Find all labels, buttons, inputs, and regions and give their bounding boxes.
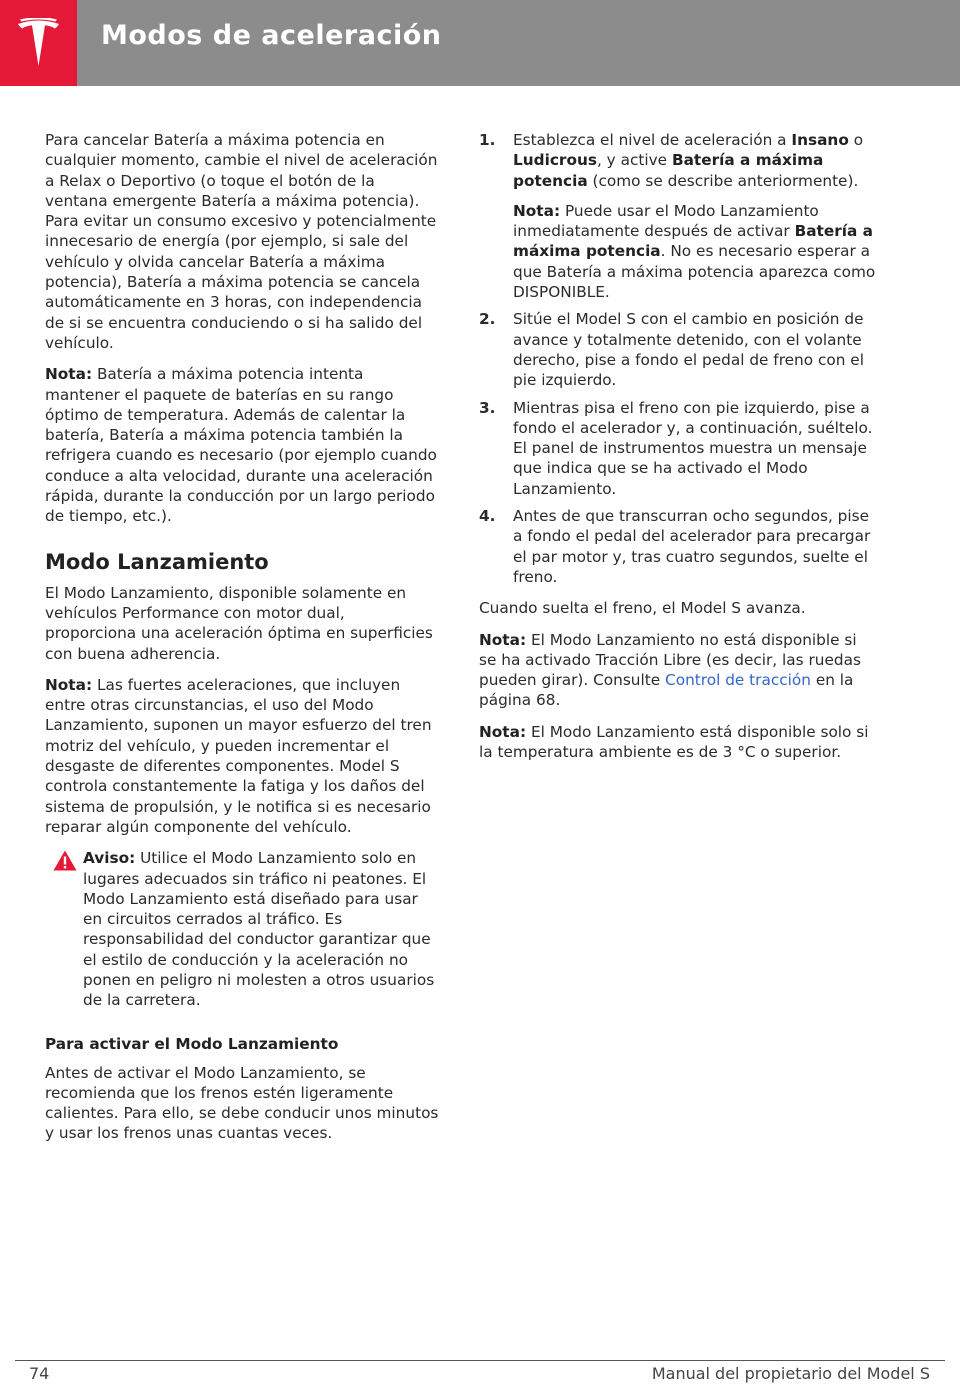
page-number: 74 bbox=[29, 1364, 50, 1383]
manual-title: Manual del propietario del Model S bbox=[651, 1364, 930, 1383]
note-label: Nota: bbox=[45, 365, 93, 384]
left-column bbox=[45, 130, 439, 1155]
step-text: Sitúe el Model S con el cambio en posición de avance y totalmente detenido, con el volante derecho, pise a fondo el pedal de freno con el pie izquierdo. bbox=[513, 310, 864, 390]
note-text: Las fuertes aceleraciones, que incluyen entre otras circunstancias, el uso del Modo Lanzamiento, suponen un mayor esfuerzo del tren motriz del vehículo, y pueden incrementar el desgaste de diferentes componentes. Model S controla constantemente la fatiga y los daños del sistema de propulsión, y le notifica si es necesario reparar algún componente del vehículo. bbox=[45, 675, 432, 836]
note-label: Nota: bbox=[479, 722, 527, 741]
list-item bbox=[479, 130, 877, 302]
steps-list bbox=[479, 130, 877, 587]
tesla-logo-icon bbox=[16, 18, 61, 70]
traction-control-link[interactable]: Control de tracción bbox=[665, 671, 811, 690]
right-column bbox=[479, 130, 877, 773]
note-paragraph bbox=[45, 364, 439, 526]
step-text: Antes de que transcurran ocho segundos, pise a fondo el pedal del acelerador para precargar el par motor y, tras cuatro segundos, suelte el freno. bbox=[513, 507, 871, 586]
warning-text: Utilice el Modo Lanzamiento solo en lugares adecuados sin tráfico ni peatones. El Modo Lanzamiento está diseñado para usar en circuitos cerrados al tráfico. Es responsabilidad del conductor garantizar que el estilo de conducción y la aceleración no ponen en peligro ni molesten a otros usuarios de la carretera. bbox=[83, 849, 435, 1010]
step-number: 1. bbox=[479, 131, 496, 149]
subsection-text: Antes de activar el Modo Lanzamiento, se recomienda que los frenos estén ligeramente calientes. Para ello, se debe conducir unos minutos y usar los frenos unas cuantas veces. bbox=[45, 1063, 439, 1143]
warning-icon bbox=[53, 850, 77, 871]
note-paragraph: Nota: El Modo Lanzamiento no está disponible si se ha activado Tracción Libre (es decir, las ruedas pueden girar). Consulte Control de tracción en la página 68. bbox=[479, 630, 861, 710]
step-note: Nota: Puede usar el Modo Lanzamiento inmediatamente después de activar Batería a máxima potencia. No es necesario esperar a que Batería a máxima potencia aparezca como DISPONIBLE. bbox=[513, 201, 876, 302]
footer-divider bbox=[15, 1360, 945, 1361]
step-number: 3. bbox=[479, 398, 496, 417]
step-number: 2. bbox=[479, 310, 496, 329]
warning-box bbox=[45, 848, 439, 1010]
after-steps-text: Cuando suelta el freno, el Model S avanza. bbox=[479, 599, 806, 618]
subsection-heading: Para activar el Modo Lanzamiento bbox=[45, 1034, 339, 1053]
section-intro: El Modo Lanzamiento, disponible solamente en vehículos Performance con motor dual, proporciona una aceleración óptima en superficies con buena adherencia. bbox=[45, 583, 433, 663]
page-header bbox=[0, 0, 960, 86]
tesla-logo bbox=[0, 0, 77, 86]
note-label: Nota: bbox=[45, 675, 93, 694]
section-heading: Modo Lanzamiento bbox=[45, 549, 269, 574]
note-label: Nota: bbox=[479, 630, 527, 649]
note-text: El Modo Lanzamiento está disponible solo si la temperatura ambiente es de 3 °C o superior. bbox=[479, 722, 869, 762]
step-number: 4. bbox=[479, 507, 496, 526]
note-label: Nota: bbox=[513, 201, 561, 220]
list-item bbox=[479, 398, 877, 499]
note-paragraph bbox=[45, 675, 439, 837]
list-item bbox=[479, 506, 877, 587]
step-text: Establezca el nivel de aceleración a Insano o Ludicrous, y active Batería a máxima potencia (como se describe anteriormente). bbox=[513, 131, 864, 190]
warning-label: Aviso: bbox=[83, 849, 136, 868]
page-title: Modos de aceleración bbox=[101, 20, 442, 51]
note-paragraph bbox=[479, 722, 877, 763]
step-text: Mientras pisa el freno con pie izquierdo, pise a fondo el acelerador y, a continuación, suéltelo. El panel de instrumentos muestra un mensaje que indica que se ha activado el Modo Lanzamiento. bbox=[513, 398, 873, 498]
intro-paragraph: Para cancelar Batería a máxima potencia en cualquier momento, cambie el nivel de aceleración a Relax o Deportivo (o toque el botón de la ventana emergente Batería a máxima potencia). Para evitar un consumo excesivo y potencialmente innecesario de energía (por ejemplo, si sale del vehículo y olvida cancelar Batería a máxima potencia), Batería a máxima potencia se cancela automáticamente en 3 horas, con independencia de si se encuentra conduciendo o si ha salido del vehículo. bbox=[45, 131, 438, 352]
note-text: Batería a máxima potencia intenta mantener el paquete de baterías en su rango óptimo de temperatura. Además de calentar la batería, Batería a máxima potencia también la refrigera cuando es necesario (por ejemplo cuando conduce a alta velocidad, durante una aceleración rápida, durante la conducción por un largo periodo de tiempo, etc.). bbox=[45, 365, 437, 526]
list-item bbox=[479, 309, 877, 390]
